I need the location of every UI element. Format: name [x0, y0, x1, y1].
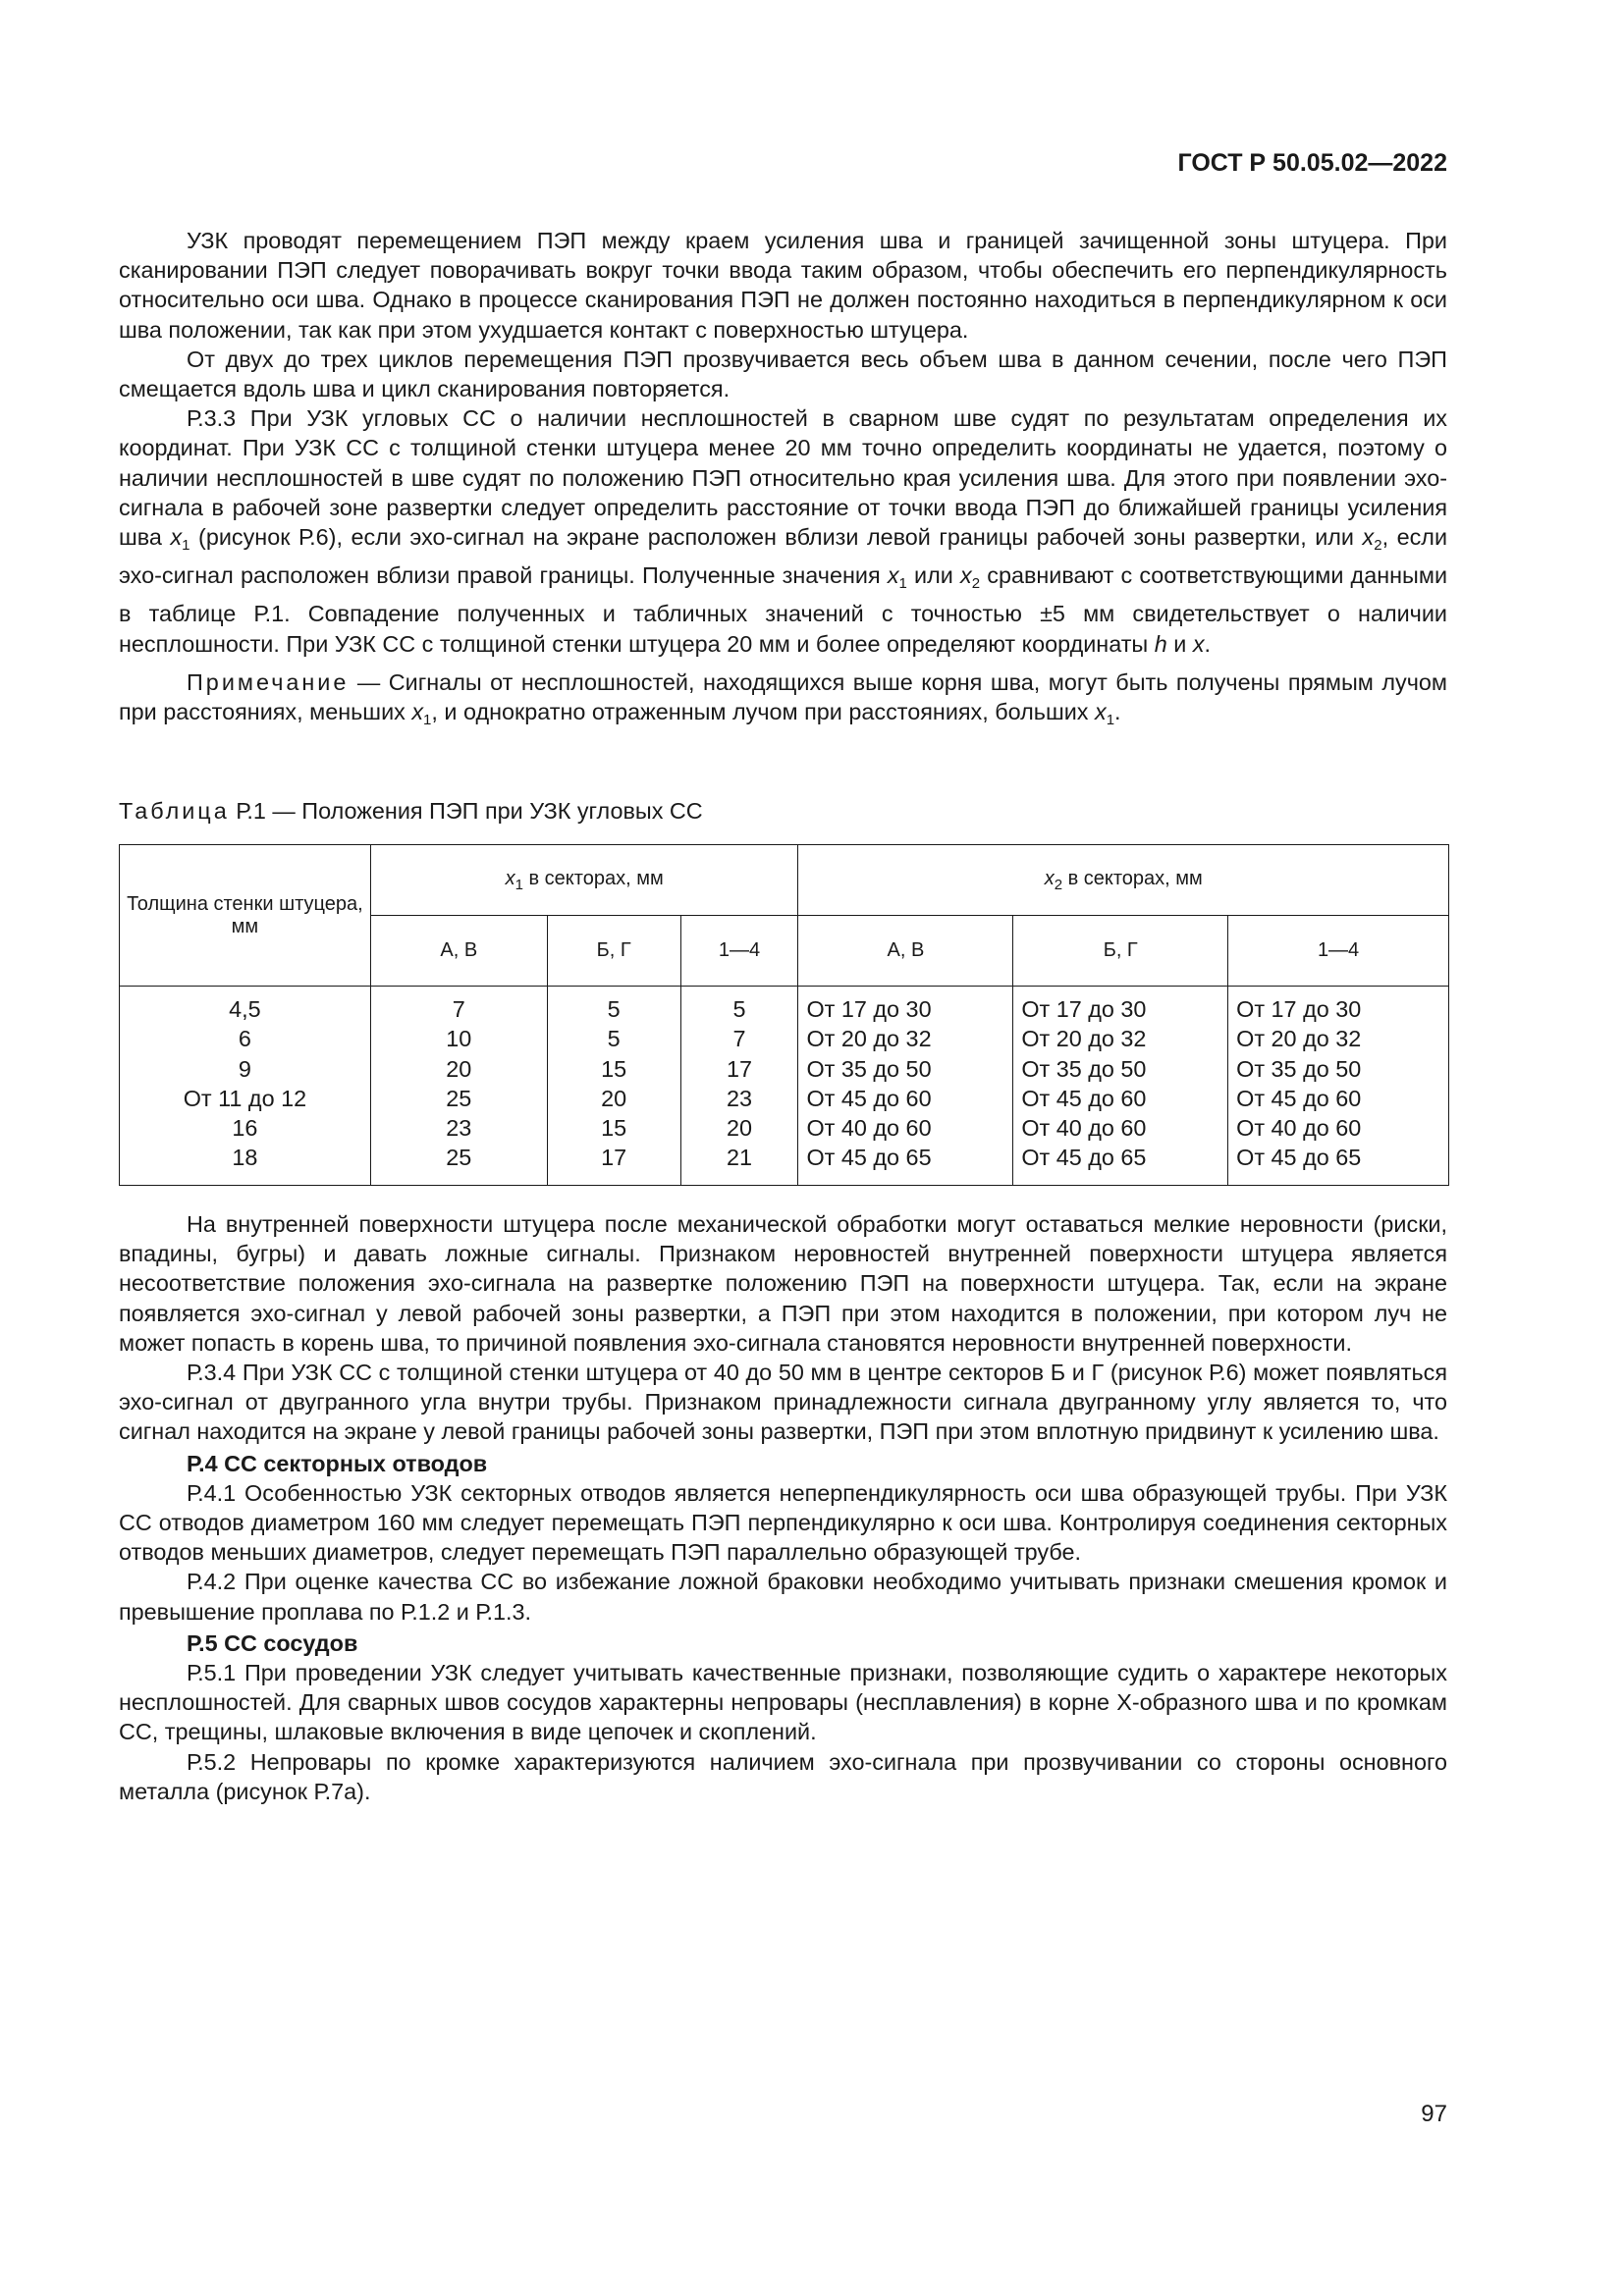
subheader: 1—4 — [680, 916, 798, 987]
header-x1-group: $x_1$ в секторах, мм — [370, 845, 798, 916]
paragraph-p33: Р.3.3 При УЗК угловых СС о наличии несплошностей в сварном шве судят по результатам определения их координат. При УЗК СС с толщиной стенки штуцера менее 20 мм точно определить координаты не удается, поэтому о наличии несплошностей в шве судят по положению ПЭП относительно края усиления шва. Для этого при появлении эхо-сигнала в рабочей зоне развертки следует определить расстояние от точки ввода ПЭП до ближайшей границы усиления шва $x_1$ (рисунок Р.6), если эхо-сигнал на экране расположен вблизи левой границы рабочей зоны развертки, или $x_2$, если эхо-сигнал расположен вблизи правой границы. Полученные значения $x_1$ или $x_2$ сравнивают с соответствующими данными в таблице Р.1. Совпадение полученных и табличных значений с точностью ±5 мм свидетельствует о наличии несплошности. При УЗК СС с толщиной стенки штуцера 20 мм и более определяют координаты h и x. — [119, 405, 1448, 657]
page-number: 97 — [1421, 2101, 1447, 2127]
paragraph: Р.3.4 При УЗК СС с толщиной стенки штуцера от 40 до 50 мм в центре секторов Б и Г (рисунок Р.6) может появляться эхо-сигнал от двугранного угла внутри трубы. Признаком принадлежности сигнала двугранному углу является то, что сигнал находится на экране у левой границы рабочей зоны развертки, ПЭП при этом вплотную придвинут к усилению шва. — [119, 1360, 1447, 1445]
section-heading: Р.5 СС сосудов — [187, 1629, 358, 1656]
text-block-bottom — [119, 1209, 1447, 1806]
paragraph: От двух до трех циклов перемещения ПЭП прозвучивается весь объем шва в данном сечении, после чего ПЭП смещается вдоль шва и цикл сканирования повторяется. — [119, 346, 1447, 402]
cell-column: От 17 до 30 От 20 до 32 От 35 до 50 От 45 до 60 От 40 до 60 От 45 до 65 — [1013, 987, 1228, 1186]
cell-column: 5 5 15 20 15 17 — [547, 987, 680, 1186]
paragraph: Р.4.1 Особенностью УЗК секторных отводов является неперпендикулярность оси шва образующей трубы. При УЗК СС отводов диаметром 160 мм следует перемещать ПЭП перпендикулярно к оси шва. Контролируя соединения секторных отводов меньших диаметров, следует перемещать ПЭП параллельно образующей трубе. — [119, 1479, 1447, 1566]
cell-column: 5 7 17 23 20 21 — [680, 987, 798, 1186]
cell-column: 4,5 6 9 От 11 до 12 16 18 — [120, 987, 371, 1186]
paragraph: Р.5.1 При проведении УЗК следует учитывать качественные признаки, позволяющие судить о характере некоторых несплошностей. Для сварных швов сосудов характерны непровары (несплавления) в корне Х-образного шва и по кромкам СС, трещины, шлаковые включения в виде цепочек и скоплений. — [119, 1660, 1447, 1745]
subheader: А, В — [798, 916, 1013, 987]
paragraph: Р.4.2 При оценке качества СС во избежание ложной браковки необходимо учитывать признаки смешения кромок и превышение проплава по Р.1.2 и Р.1.3. — [119, 1569, 1447, 1625]
header-x2-group: $x_2$ в секторах, мм — [798, 845, 1449, 916]
paragraph: Р.5.2 Непровары по кромке характеризуются наличием эхо-сигнала при прозвучивании со стороны основного металла (рисунок Р.7а). — [119, 1748, 1447, 1804]
header-thickness: Толщина стенки штуцера, мм — [120, 845, 371, 987]
subheader: Б, Г — [547, 916, 680, 987]
paragraph: На внутренней поверхности штуцера после механической обработки могут оставаться мелкие неровности (риски, впадины, бугры) и давать ложные сигналы. Признаком неровностей внутренней поверхности штуцера является несоответствие положения эхо-сигнала на развертке положению ПЭП на поверхности штуцера. Так, если на экране появляется эхо-сигнал у левой рабочей зоны развертки, а ПЭП при этом находится в положении, при котором луч не может попасть в корень шва, то причиной появления эхо-сигнала становятся неровности внутренней поверхности. — [119, 1211, 1447, 1356]
subheader: Б, Г — [1013, 916, 1228, 987]
cell-column: От 17 до 30 От 20 до 32 От 35 до 50 От 45 до 60 От 40 до 60 От 45 до 65 — [798, 987, 1013, 1186]
cell-column: От 17 до 30 От 20 до 32 От 35 до 50 От 45 до 60 От 40 до 60 От 45 до 65 — [1228, 987, 1449, 1186]
document-code: ГОСТ Р 50.05.02—2022 — [1177, 149, 1447, 177]
subheader: 1—4 — [1228, 916, 1449, 987]
data-table — [119, 844, 1449, 1186]
cell-column: 7 10 20 25 23 25 — [370, 987, 547, 1186]
table-caption: Таблица Р.1 — Положения ПЭП при УЗК угловых СС — [119, 798, 703, 824]
paragraph: УЗК проводят перемещением ПЭП между краем усиления шва и границей зачищенной зоны штуцера. При сканировании ПЭП следует поворачивать вокруг точки ввода таким образом, чтобы обеспечить его перпендикулярность относительно оси шва. Однако в процессе сканирования ПЭП не должен постоянно находиться в перпендикулярном к оси шва положении, так как при этом ухудшается контакт с поверхностью штуцера. — [119, 228, 1447, 343]
section-heading: Р.4 СС секторных отводов — [187, 1450, 488, 1476]
note: Примечание — Сигналы от несплошностей, находящихся выше корня шва, могут быть получены прямым лучом при расстояниях, меньших $x_1$, и однократно отраженным лучом при расстояниях, больших $x_1$. — [119, 668, 1447, 729]
text-block-top — [119, 226, 1447, 735]
subheader: А, В — [370, 916, 547, 987]
